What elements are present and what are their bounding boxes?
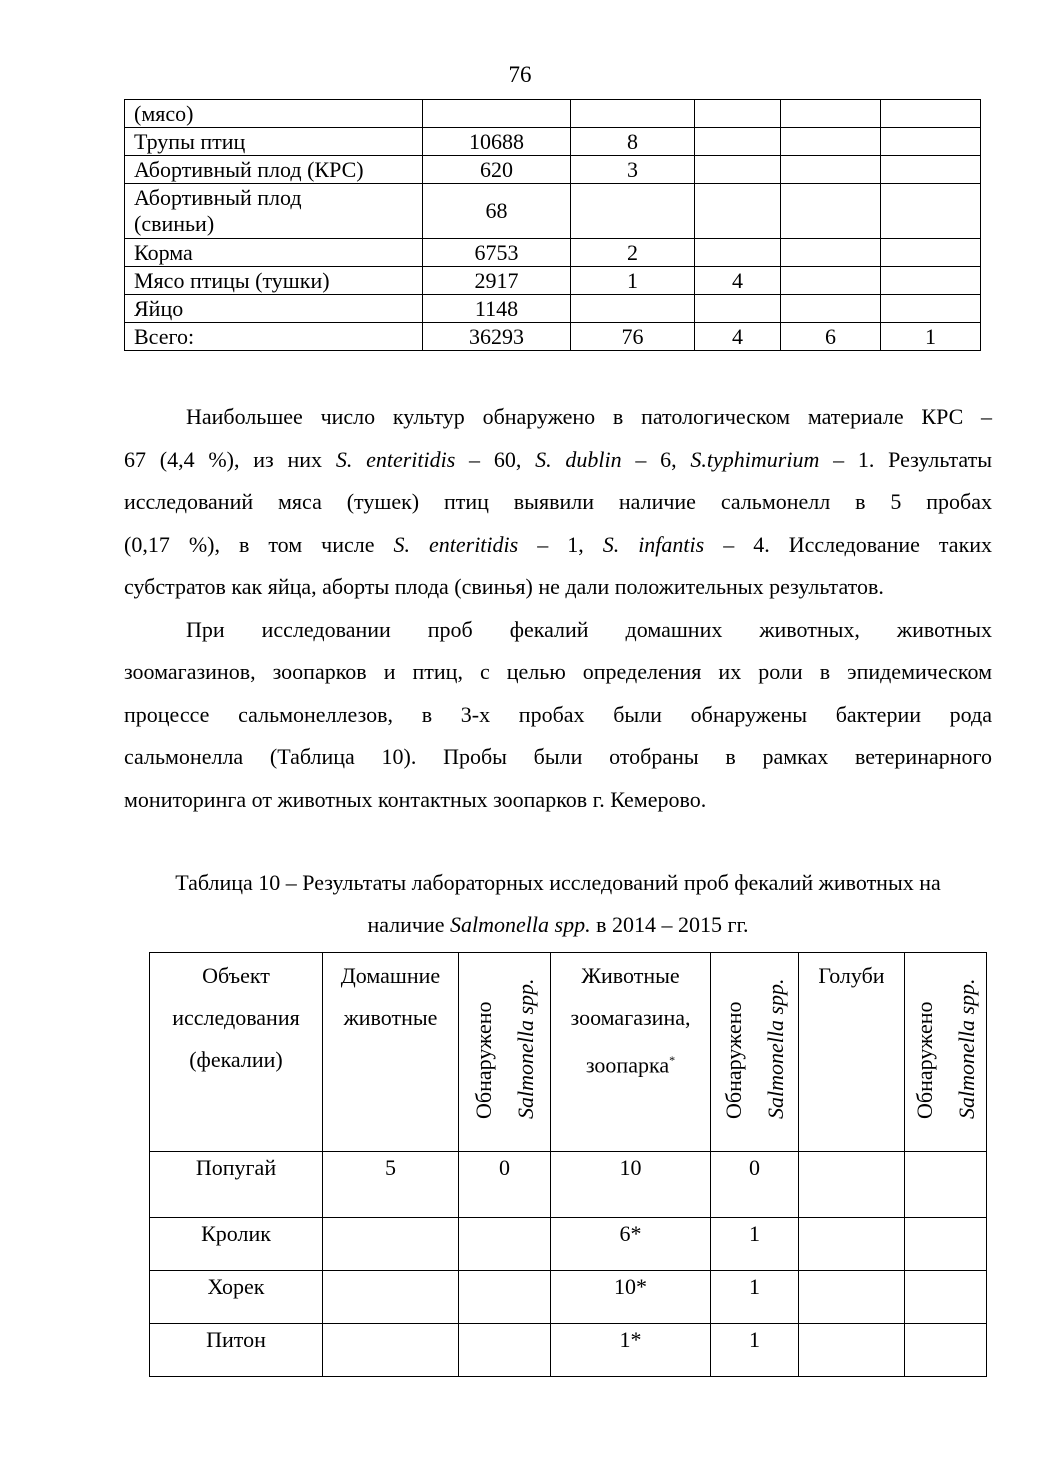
page-number: 76: [508, 62, 532, 87]
text-line: процессе сальмонеллезов, в 3-х пробах были обнаружены бактерии рода: [124, 701, 992, 727]
table-cell: [881, 128, 981, 156]
table-cell: [905, 1218, 987, 1271]
table-cell: Хорек: [150, 1271, 323, 1324]
table-row: [150, 1218, 987, 1271]
table-cell: [571, 100, 695, 128]
table-cell: [799, 1324, 905, 1377]
table-cell: [459, 1324, 551, 1377]
table-header-row: [150, 953, 987, 1152]
table-cell: 4: [695, 267, 781, 295]
cell-line: (свиньи): [134, 211, 215, 236]
table-cell: 10*: [551, 1271, 711, 1324]
table-cell: [695, 295, 781, 323]
table-row-total: [125, 323, 981, 351]
table-cell: Попугай: [150, 1152, 323, 1218]
cell-line: Абортивный плод: [134, 185, 302, 210]
table-cell: [571, 184, 695, 239]
table-cell: 76: [571, 323, 695, 351]
text-line: (0,17 %), в том числе S. enteritidis – 1, S. infantis – 4. Исследование таких: [124, 531, 993, 557]
table-cell: 8: [571, 128, 695, 156]
table-cell: [799, 1271, 905, 1324]
table-cell: [323, 1218, 459, 1271]
table-cell: Всего:: [125, 323, 423, 351]
table-caption: [124, 862, 992, 946]
text-line: исследований мяса (тушек) птиц выявили наличие сальмонелл в 5 пробах: [124, 489, 992, 514]
text-line: субстратов как яйца, аборты плода (свинья) не дали положительных результатов.: [124, 574, 884, 599]
caption-line: Таблица 10 – Результаты лабораторных исследований проб фекалий животных на: [175, 870, 941, 895]
table-row: [150, 1271, 987, 1324]
table-cell: [781, 128, 881, 156]
caption-line: наличие Salmonella spp. в 2014 – 2015 гг.: [367, 912, 749, 937]
table-cell: 2: [571, 239, 695, 267]
table-cell: [881, 239, 981, 267]
table-row: [150, 1324, 987, 1377]
table-cell: 0: [711, 1152, 799, 1218]
table-cell: (мясо): [125, 100, 423, 128]
table-cell: 68: [423, 184, 571, 239]
table-cell: 1148: [423, 295, 571, 323]
table-cell: [781, 239, 881, 267]
table-cell: 1: [571, 267, 695, 295]
table-cell: [695, 239, 781, 267]
table-cell: Яйцо: [125, 295, 423, 323]
table-cell: [881, 267, 981, 295]
table-cell: 5: [323, 1152, 459, 1218]
table-cell: 0: [459, 1152, 551, 1218]
table-row: [125, 267, 981, 295]
table-cell: 6*: [551, 1218, 711, 1271]
table-cell: [459, 1271, 551, 1324]
table-row: [125, 239, 981, 267]
table-cell: [125, 184, 423, 239]
text-line: Наибольшее число культур обнаружено в патологическом материале КРС –: [186, 404, 992, 429]
header-cell-found-zoo: Обнаружено Salmonella spp.: [711, 953, 799, 1152]
table-cell: [781, 295, 881, 323]
header-cell-found-pigeons: Обнаружено Salmonella spp.: [905, 953, 987, 1152]
text-line: При исследовании проб фекалий домашних животных, животных: [186, 616, 992, 642]
table-10-salmonella: [149, 952, 987, 1377]
header-cell-found-domestic: Обнаружено Salmonella spp.: [459, 953, 551, 1152]
table-cell: [905, 1152, 987, 1218]
table-cell: [905, 1324, 987, 1377]
table-cell: [323, 1271, 459, 1324]
table-cell: 1: [881, 323, 981, 351]
table-cell: 1: [711, 1218, 799, 1271]
table-cell: Корма: [125, 239, 423, 267]
header-cell-zoo: Животные зоомагазина, зоопарка*: [551, 953, 711, 1152]
table-cell: 10688: [423, 128, 571, 156]
table-cell: [423, 100, 571, 128]
table-row: [125, 100, 981, 128]
table-cell: [459, 1218, 551, 1271]
text-line: зоомагазинов, зоопарков и птиц, с целью определения их роли в эпидемическом: [124, 659, 992, 684]
table-cell: 6753: [423, 239, 571, 267]
table-row: [125, 128, 981, 156]
table-cell: 1*: [551, 1324, 711, 1377]
table-cell: [881, 295, 981, 323]
table-cell: Питон: [150, 1324, 323, 1377]
table-cell: [905, 1271, 987, 1324]
table-cell: 1: [711, 1271, 799, 1324]
table-cell: [571, 295, 695, 323]
table-cell: [799, 1218, 905, 1271]
table-cell: 10: [551, 1152, 711, 1218]
header-cell-domestic: Домашние животные: [323, 953, 459, 1152]
table-animal-samples: [124, 99, 981, 351]
table-row: [125, 184, 981, 239]
header-cell-pigeons: Голуби: [799, 953, 905, 1152]
table-cell: [781, 100, 881, 128]
table-cell: 620: [423, 156, 571, 184]
table-cell: [695, 100, 781, 128]
table-cell: [781, 267, 881, 295]
table-cell: [323, 1324, 459, 1377]
table-cell: 2917: [423, 267, 571, 295]
table-cell: [695, 184, 781, 239]
table-cell: 6: [781, 323, 881, 351]
table-cell: 1: [711, 1324, 799, 1377]
paragraph-results: [124, 396, 992, 821]
table-cell: Мясо птицы (тушки): [125, 267, 423, 295]
table-cell: Кролик: [150, 1218, 323, 1271]
table-row: [125, 295, 981, 323]
table-cell: [781, 156, 881, 184]
table-cell: 4: [695, 323, 781, 351]
table-row: [150, 1152, 987, 1218]
table-cell: [781, 184, 881, 239]
table-cell: [799, 1152, 905, 1218]
table-cell: 36293: [423, 323, 571, 351]
header-cell-object: Объект исследования (фекалии): [150, 953, 323, 1152]
table-cell: [695, 156, 781, 184]
table-cell: Абортивный плод (КРС): [125, 156, 423, 184]
table-row: [125, 156, 981, 184]
table-cell: Трупы птиц: [125, 128, 423, 156]
text-line: 67 (4,4 %), из них S. enteritidis – 60, S. dublin – 6, S.typhimurium – 1. Результаты: [124, 446, 993, 472]
table-cell: [881, 100, 981, 128]
text-line: сальмонелла (Таблица 10). Пробы были отобраны в рамках ветеринарного: [124, 744, 992, 769]
table-cell: [881, 184, 981, 239]
text-line: мониторинга от животных контактных зоопарков г. Кемерово.: [124, 786, 707, 812]
table-cell: [695, 128, 781, 156]
table-cell: [881, 156, 981, 184]
table-cell: 3: [571, 156, 695, 184]
